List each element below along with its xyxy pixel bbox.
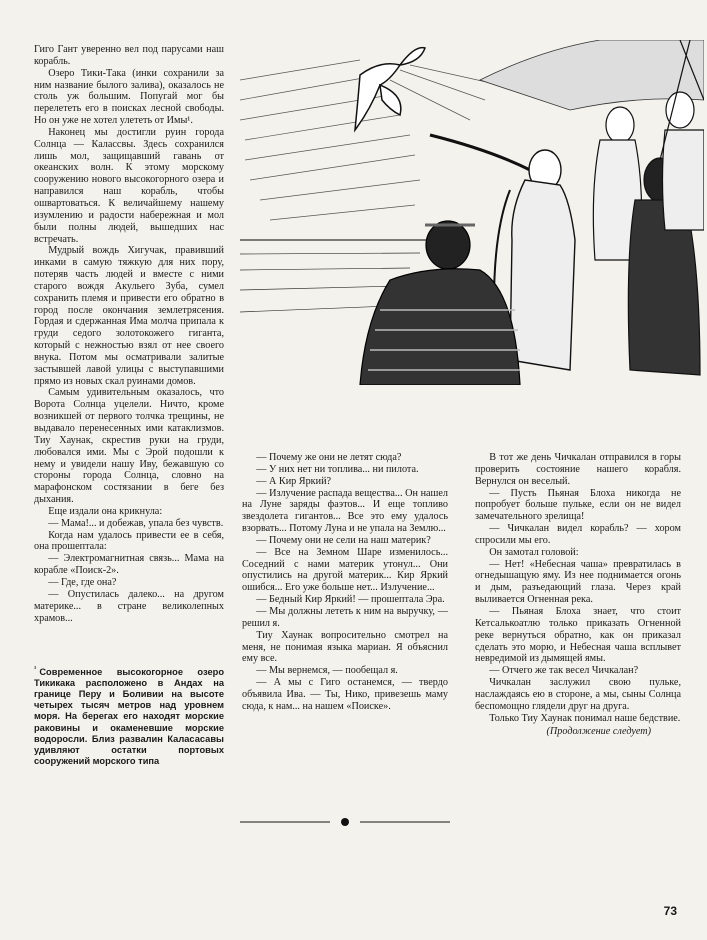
paragraph: — Бедный Кир Яркий! — прошептала Эра. [256, 594, 445, 606]
to-be-continued-note: (Продолжение следует) [546, 726, 651, 738]
paragraph: Гиго Гант уверенно вел под парусами наш корабль. [34, 44, 224, 67]
illustration [240, 40, 704, 385]
paragraph: Когда нам удалось привести ее в себя, она прошептала: [34, 529, 224, 553]
paragraph: Мудрый вождь Хигучак, правивший инками в самую тяжкую для них пору, потеряв часть людей и вместе с ними старого вождя Акульего Зуба, сумел сохранить племя и привести его обратно в город после окончания землетрясения. Гордая и сдержанная Има молча припала к груди седого золотокожего гиганта, который с нежностью взял от нее своего внука. Потом мы осматривали залитые застывшей лавой улицы с выступавшими прямо из новых скал руинами домов. [34, 245, 224, 387]
article-column-1 [34, 44, 224, 624]
paragraph: — Чичкалан видел корабль? — хором спросили мы его. [475, 523, 681, 546]
paragraph: — Почему они не сели на наш материк? [256, 534, 431, 546]
paragraph: — У них нет ни топлива... ни пилота. [256, 463, 419, 475]
paragraph: Только Тиу Хаунак понимал наше бедствие. [489, 712, 681, 724]
article-column-3 [475, 452, 681, 738]
paragraph: — Почему же они не летят сюда? [256, 452, 402, 463]
paragraph: — Отчего же так весел Чичкалан? [489, 665, 639, 677]
footnote-text: Современное высокогорное озеро Тикикака расположено в Андах на границе Перу и Боливии на высоте четырех тысяч метров над уровнем моря. На берегах его находят морские раковины и окаменевшие морские водоросли. Близ развалин Каласасавы удивляют остатки портовых сооружений морского типа [34, 667, 224, 766]
paragraph: Еще издали она крикнула: [48, 505, 163, 517]
article-column-2 [242, 452, 448, 713]
paragraph: — Все на Земном Шаре изменилось... Соседний с нами материк утонул... Они опустились на другой материк... Кир Яркий ошибся... Его уже больше нет... Излучение... [242, 546, 448, 594]
paragraph: — Пьяная Блоха знает, что стоит Кетсалькоатлю только приказать Огненной реке вернуться обратно, как он приказал сделать это морю, и Небесная чаша всплывет невредимой из дымящей ямы. [475, 605, 681, 665]
paragraph: — А мы с Гиго останемся, — твердо объявила Ива. — Ты, Нико, привезешь маму сюда, к нам... на нашем «Поиске». [242, 677, 448, 712]
paragraph: — Нет! «Небесная чаша» превратилась в огнедышащую яму. Из нее поднимается огонь и дым, разъедающий глаза. Через край выливается Огненная река. [475, 558, 681, 606]
man-in-poncho-icon [360, 221, 520, 385]
footnote [34, 664, 224, 767]
paragraph: — Пусть Пьяная Блоха никогда не попробует больше пульке, если он не видел замечательного зрелища! [475, 487, 681, 523]
paragraph: — А Кир Яркий? [256, 475, 332, 487]
paragraph: — Излучение распада вещества... Он нашел на Луне заряды фаэтов... И еще топливо звездолета гигантов... Все это ему удалось взорвать... Потому Луна и не упала на Землю... [242, 487, 448, 535]
paragraph: Наконец мы достигли руин города Солнца — Калассвы. Здесь сохранился лишь мол, защищавший гавань от океанских волн. К этому морскому сооружению нового высокогорного озера и направился наш корабль, чтобы ошвартоваться. К величайшему нашему изумлению и радости набережная и мол были полны людей, вышедших нас встречать. [34, 126, 224, 245]
paragraph: Он замотал головой: [489, 546, 579, 558]
paragraph: — Электромагнитная связь... Мама на корабле «Поиск-2». [34, 553, 224, 577]
paragraph: В тот же день Чичкалан отправился в горы проверить состояние нашего корабля. Вернулся он веселый. [475, 452, 681, 487]
paragraph: — Опустилась далеко... на другом материке... в стране великолепных храмов... [34, 588, 224, 624]
paragraph: — Мы вернемся, — пообещал я. [256, 665, 398, 677]
paragraph: Тиу Хаунак вопросительно смотрел на меня, не понимая языка мариан. Я объяснил ему все. [242, 629, 448, 665]
paragraph: Озеро Тики-Така (инки сохранили за ним название былого залива), оказалось не столь уж большим. Попугай мог бы перелететь его в поисках лесной свободы. Но он уже не хотел улететь от Имы¹. [34, 67, 224, 127]
paragraph: — Мама!... и добежав, упала без чувств. [48, 517, 224, 529]
page-number: 73 [663, 904, 677, 918]
parrot-icon [355, 48, 425, 130]
section-divider [240, 815, 450, 829]
paragraph: — Мы должны лететь к ним на выручку, — решил я. [242, 605, 448, 629]
paragraph: Самым удивительным оказалось, что Ворота Солнца уцелели. Ничто, кроме возникшей от первого толчка трещины, не выдавало перенесенных ими катаклизмов. Тиу Хаунак, скрестив руки на груди, любовался ими. Мы с Эрой подошли к нему и увидели нашу Иву, бежавшую со стороны города Солнца, словно на марафонском состязании в беге без дыхания. [34, 387, 224, 506]
paragraph: — Где, где она? [48, 576, 117, 588]
ink-drawing-icon [240, 40, 704, 385]
paragraph: Чичкалан заслужил свою пульке, наслаждаясь ею в стороне, а мы, сыны Солнца беспомощно глядели друг на друга. [475, 677, 681, 712]
footnote-mark: ¹ [34, 666, 37, 673]
